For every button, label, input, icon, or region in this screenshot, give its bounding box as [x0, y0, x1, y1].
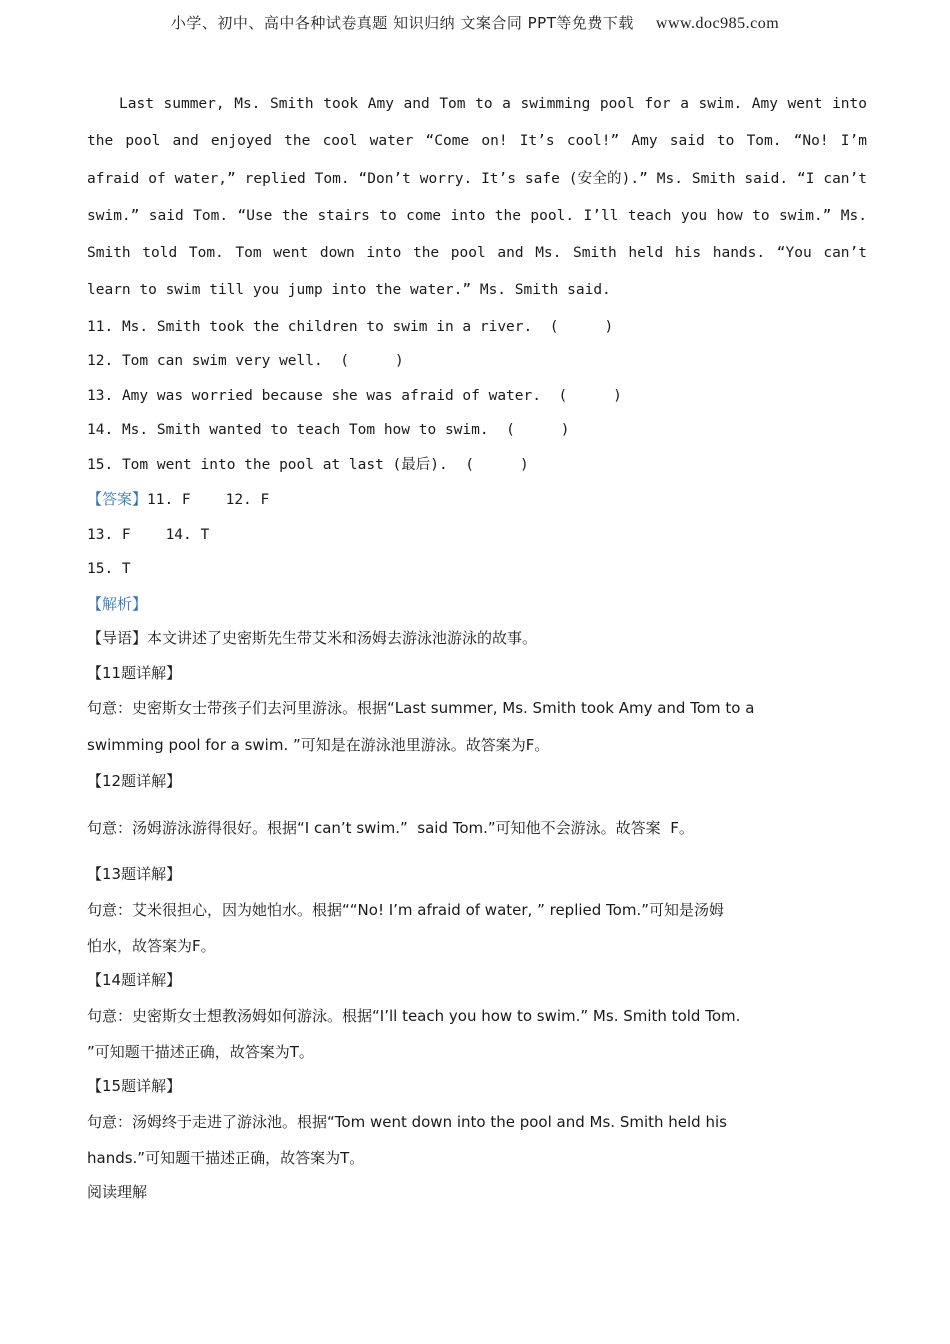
page-header [0, 12, 950, 33]
detail-text-11: swimming pool for a swim. ”可知是在游泳池里游泳。故答案为F。 [87, 736, 550, 755]
detail-text-13: 句意：艾米很担心，因为她怕水。根据““No! I’m afraid of water, ” replied Tom.”可知是汤姆 [87, 900, 725, 919]
analysis-intro: 【导语】本文讲述了史密斯先生带艾米和汤姆去游泳池游泳的故事。 [87, 629, 538, 648]
detail-text-15: hands.”可知题干描述正确，故答案为T。 [87, 1148, 365, 1167]
detail-title-14: 【14题详解】 [87, 971, 182, 990]
detail-text-15: 句意：汤姆终于走进了游泳池。根据“Tom went down into the pool and Ms. Smith held his [87, 1112, 727, 1131]
detail-title-11: 【11题详解】 [87, 663, 182, 682]
detail-text-13: 怕水，故答案为F。 [87, 936, 216, 955]
detail-title-15: 【15题详解】 [87, 1077, 182, 1096]
question-item: 11. Ms. Smith took the children to swim in a river. ( ) [87, 318, 614, 335]
question-item: 13. Amy was worried because she was afraid of water. ( ) [87, 387, 622, 404]
answer-label: 【答案】 [87, 490, 148, 509]
question-item: 12. Tom can swim very well. ( ) [87, 353, 404, 370]
answer-line: 【答案】11. F 12. F [87, 490, 270, 509]
section-footer-label: 阅读理解 [87, 1183, 148, 1202]
passage-text: Last summer, Ms. Smith took Amy and Tom to a swimming pool for a swim. Amy went into the pool and enjoyed the cool water “Come on! It’s cool!” Amy said to Tom. “No! I’m afraid of water,” replied Tom. “Don’t worry. It’s safe (安全的).” Ms. Smith said. “I can’t swim.” said Tom. “Use the stairs to come into the pool. I’ll teach you how to swim.” Ms. Smith told Tom. Tom went down into the pool and Ms. Smith held his hands. “You can’t learn to swim till you jump into the water.” Ms. Smith said. [87, 96, 867, 299]
detail-text-14: ”可知题干描述正确，故答案为T。 [87, 1042, 314, 1061]
detail-title-13: 【13题详解】 [87, 865, 182, 884]
answer-line: 13. F 14. T [87, 526, 210, 543]
header-text: 小学、初中、高中各种试卷真题 知识归纳 文案合同 PPT等免费下载 [170, 14, 634, 32]
analysis-section [87, 587, 867, 1210]
detail-text-12: 句意：汤姆游泳游得很好。根据“I can’t swim.” said Tom.”可知他不会游泳。故答案 F。 [87, 818, 694, 837]
detail-text-14: 句意：史密斯女士想教汤姆如何游泳。根据“I’ll teach you how to swim.” Ms. Smith told Tom. [87, 1006, 741, 1025]
document-body [87, 86, 867, 1210]
answer-section [87, 482, 867, 587]
question-list [87, 310, 867, 483]
reading-passage [87, 86, 867, 310]
question-item: 15. Tom went into the pool at last (最后). ( ) [87, 456, 529, 473]
detail-title-12: 【12题详解】 [87, 772, 182, 791]
question-item: 14. Ms. Smith wanted to teach Tom how to swim. ( ) [87, 422, 570, 439]
header-site: www.doc985.com [655, 15, 780, 32]
analysis-label: 【解析】 [87, 594, 148, 613]
answer-line: 15. T [87, 561, 131, 578]
detail-text-11: 句意：史密斯女士带孩子们去河里游泳。根据“Last summer, Ms. Smith took Amy and Tom to a [87, 699, 755, 718]
